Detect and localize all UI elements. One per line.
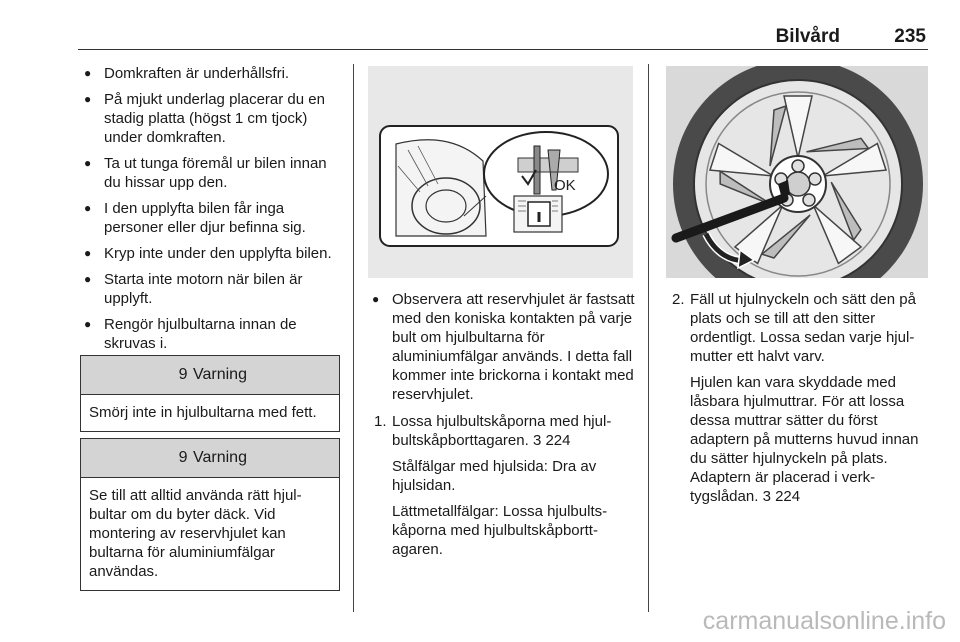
warning-title: Varning xyxy=(193,366,247,383)
step-text: Fäll ut hjulnyckeln och sätt den på plats och se till att den sitter ordentligt. Lossa sedan varje hjulmutter ett halvt varv. xyxy=(690,291,916,365)
list-item: ● I den upplyfta bilen får inga personer eller djur befinna sig. xyxy=(82,199,340,237)
list-item: ● Starta inte motorn när bilen är upplyft. xyxy=(82,270,340,308)
warning-text: Se till att alltid använda rätt hjulbultar om du byter däck. Vid montering av reservhjulet kan bultarna för aluminiumfälgar användas. xyxy=(89,487,302,580)
column-3 xyxy=(668,290,930,513)
warning-box-2 xyxy=(80,438,340,591)
page-reference: 224 xyxy=(545,432,571,449)
step-paragraph: Stålfälgar med hjulsida: Dra av hjulsidan. xyxy=(392,458,597,494)
warning-triangle-icon: 9 xyxy=(178,449,188,466)
warning-triangle-icon: 9 xyxy=(178,366,188,383)
page-reference: 224 xyxy=(775,488,801,505)
note-list xyxy=(370,290,635,404)
list-item: ● Rengör hjulbultarna innan de skruvas i. xyxy=(82,315,340,353)
page-reference-icon: 3 xyxy=(762,488,771,505)
page-header xyxy=(78,0,928,50)
list-item: ● Kryp inte under den upplyfta bilen. xyxy=(82,244,340,263)
list-item: ● Domkraften är underhållsfri. xyxy=(82,64,340,83)
page-reference-icon: 3 xyxy=(532,432,542,449)
warning-box-1 xyxy=(80,355,340,432)
warning-header xyxy=(81,356,339,395)
list-item: ● Observera att reservhjulet är fastsatt med den koniska kontakten på varje bult om hjulbultarna för aluminiumfälgar används. I detta fall kommer inte brickorna i kontakt med reservhjulet. xyxy=(370,290,635,404)
step-paragraph: Lättmetallfälgar: Lossa hjulbultskåporna med hjulbultskåpborttagaren. xyxy=(392,503,608,558)
figure-label: OK xyxy=(554,177,576,194)
column-1 xyxy=(82,64,340,360)
step-number: 2. xyxy=(672,291,685,308)
step-1 xyxy=(370,412,635,559)
wheel-bolt-drawing xyxy=(368,66,633,278)
warning-title: Varning xyxy=(193,449,247,466)
header-rule xyxy=(78,49,928,50)
warning-text: Smörj inte in hjulbultarna med fett. xyxy=(89,404,317,421)
list-item: ● På mjukt underlag placerar du en stadig platta (högst 1 cm tjock) under domkraften. xyxy=(82,90,340,147)
column-2 xyxy=(370,290,635,566)
warning-header xyxy=(81,439,339,478)
precaution-list xyxy=(82,64,340,353)
watermark: carmanualsonline.info xyxy=(702,607,946,635)
section-title: Bilvård xyxy=(775,26,840,47)
wheel-wrench-drawing xyxy=(666,66,928,278)
column-divider-1 xyxy=(353,64,354,612)
list-item: ● Ta ut tunga föremål ur bilen innan du hissar upp den. xyxy=(82,154,340,192)
page-number: 235 xyxy=(894,26,926,47)
step-2 xyxy=(668,290,930,506)
wheel-wrench-illustration xyxy=(666,66,928,278)
step-text: Lossa hjulbultskåporna med hjulbultskåpborttagaren. 3 224 xyxy=(392,413,612,449)
step-paragraph: Hjulen kan vara skyddade med låsbara hjulmuttrar. För att lossa dessa muttrar sätter du först adaptern på mutterns huvud innan du sätter hjulnyckeln på plats. Adaptern är placerad i verktygslådan. 3 224 xyxy=(690,374,919,505)
wheel-bolt-illustration xyxy=(368,66,633,278)
column-divider-2 xyxy=(648,64,649,612)
step-number: 1. xyxy=(374,413,387,430)
